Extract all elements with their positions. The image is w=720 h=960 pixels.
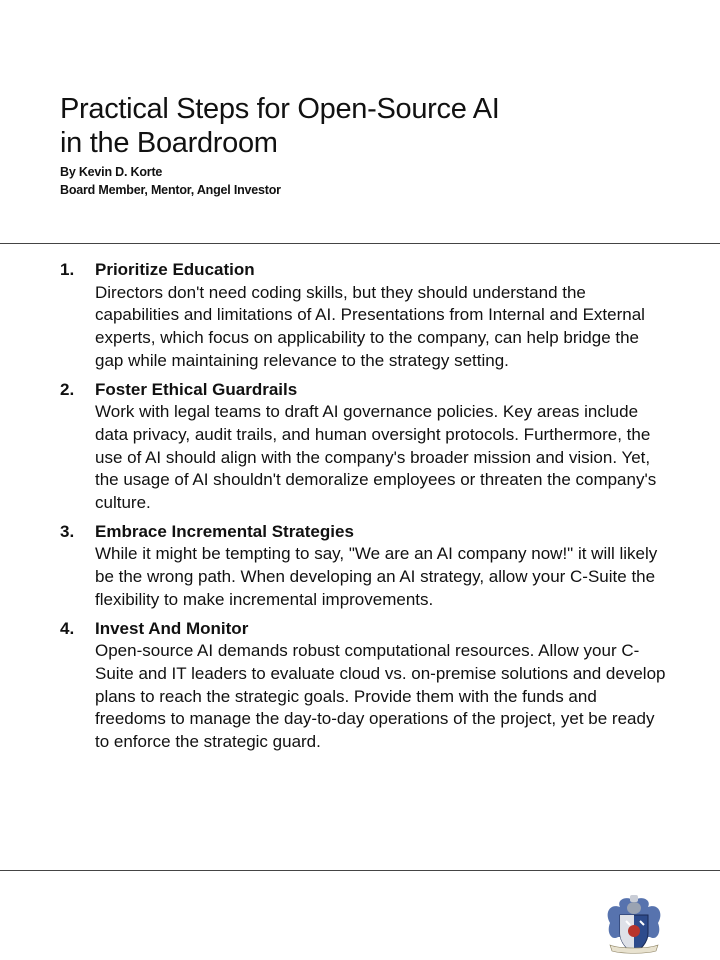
step-heading: Foster Ethical Guardrails	[95, 379, 298, 399]
step-number: 1.	[60, 260, 75, 279]
author-name: By Kevin D. Korte	[60, 165, 163, 179]
step-item	[60, 259, 670, 373]
page-title	[60, 92, 660, 160]
step-text: Directors don't need coding skills, but they should understand the capabilities and limitations of AI. Presentations from Internal and External experts, which focus on applicability to the company, can help bridge the gap while maintaining relevance to the strategy setting.	[95, 282, 645, 370]
step-item	[60, 618, 670, 754]
top-divider	[0, 243, 720, 244]
bottom-divider	[0, 870, 720, 871]
step-text: While it might be tempting to say, "We are an AI company now!" it will likely be the wrong path. When developing an AI strategy, allow your C-Suite the flexibility to make incremental improvements.	[95, 544, 658, 609]
title-line-1: Practical Steps for Open-Source AI	[60, 93, 500, 125]
step-item	[60, 379, 670, 515]
byline	[60, 163, 660, 199]
title-line-2: in the Boardroom	[60, 127, 278, 159]
step-body	[95, 379, 670, 515]
title-block	[60, 92, 660, 199]
step-heading: Prioritize Education	[95, 260, 255, 279]
step-number: 2.	[60, 379, 75, 399]
step-heading: Embrace Incremental Strategies	[95, 521, 354, 541]
step-text: Open-source AI demands robust computational resources. Allow your C-Suite and IT leaders to evaluate cloud vs. on-premise solutions and develop plans to reach the strategic goals. Provide them with the funds and freedoms to manage the day-to-day operations of the project, yet be ready to enforce the strategic guard.	[95, 641, 666, 752]
step-body	[95, 618, 670, 754]
step-number: 3.	[60, 521, 75, 541]
step-text: Work with legal teams to draft AI governance policies. Key areas include data privacy, audit trails, and human oversight protocols. Furthermore, the use of AI should align with the company's broader mission and vision. Yet, the usage of AI shouldn't demoralize employees or threaten the company's culture.	[95, 402, 657, 513]
step-body	[95, 259, 670, 373]
step-heading: Invest And Monitor	[95, 618, 249, 638]
step-body	[95, 521, 670, 612]
step-number: 4.	[60, 618, 75, 638]
author-role: Board Member, Mentor, Angel Investor	[60, 183, 281, 197]
family-crest-icon	[600, 893, 668, 955]
step-item	[60, 521, 670, 612]
steps-list	[60, 259, 670, 760]
